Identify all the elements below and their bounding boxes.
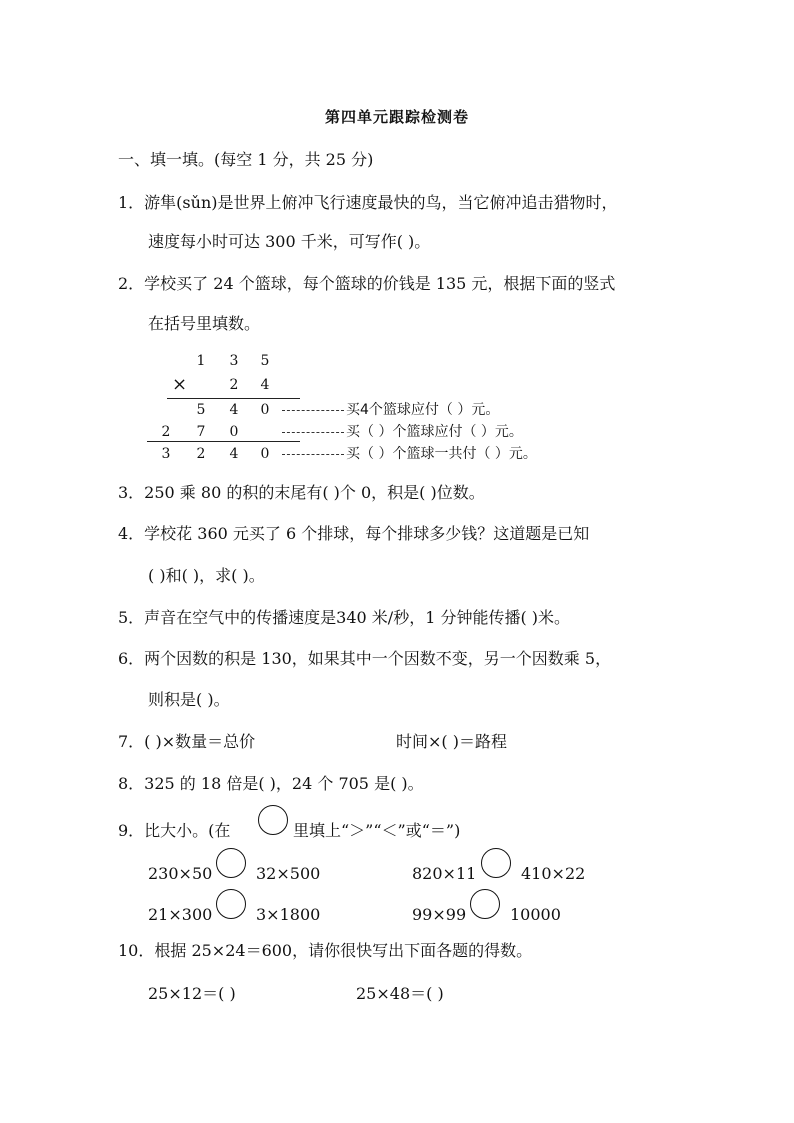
digit: 0: [260, 402, 270, 418]
digit: 4: [229, 402, 239, 418]
annotation-2: 买（ ）个篮球应付（ ）元。: [346, 424, 523, 440]
digit: 0: [260, 446, 270, 462]
compare-circle-2[interactable]: [481, 848, 511, 878]
leader-line: [282, 432, 344, 433]
digit: 0: [229, 424, 239, 440]
question-10-line-1: 10．根据 25×24＝600，请你很快写出下面各题的得数。: [118, 941, 533, 960]
compare-circle-4[interactable]: [470, 889, 500, 919]
question-4-line-1: 4．学校花 360 元买了 6 个排球，每个排球多少钱？这道题是已知: [118, 524, 590, 543]
question-9-prefix: 9．比大小。(在: [118, 821, 231, 840]
compare-left-2: 820×11: [412, 864, 477, 883]
compare-circle-3[interactable]: [216, 889, 246, 919]
leader-line: [282, 454, 344, 455]
digit: 2: [196, 446, 206, 462]
question-10-left: 25×12＝( ): [148, 984, 236, 1003]
question-1-line-1: 1．游隼(sǔn)是世界上俯冲飞行速度最快的鸟，当它俯冲追击猎物时，: [118, 193, 618, 212]
question-2-line-2: 在括号里填数。: [148, 314, 261, 333]
question-6-line-1: 6．两个因数的积是 130，如果其中一个因数不变，另一个因数乘 5，: [118, 649, 612, 668]
question-4-line-2: ( )和( )，求( )。: [148, 566, 265, 585]
digit: 4: [260, 377, 270, 393]
compare-left-4: 99×99: [412, 905, 467, 924]
page-title: 第四单元跟踪检测卷: [324, 108, 469, 126]
digit: 3: [161, 446, 171, 462]
question-8: 8．325 的 18 倍是( )，24 个 705 是( )。: [118, 774, 424, 793]
rule-line: [147, 441, 300, 442]
question-7-right: 时间×( )＝路程: [396, 732, 507, 751]
section-heading: 一、填一填。(每空 1 分，共 25 分): [118, 150, 374, 169]
question-6-line-2: 则积是( )。: [148, 690, 230, 709]
question-9-suffix: 里填上“＞”“＜”或“＝”): [293, 821, 461, 840]
digit: 5: [260, 353, 270, 369]
question-1-line-2: 速度每小时可达 300 千米，可写作( )。: [148, 232, 431, 251]
digit: 3: [229, 353, 239, 369]
annotation-3: 买（ ）个篮球一共付（ ）元。: [346, 446, 537, 462]
digit: 4: [229, 446, 239, 462]
compare-left-1: 230×50: [148, 864, 213, 883]
rule-line: [167, 398, 300, 399]
digit: 2: [161, 424, 171, 440]
compare-right-3: 3×1800: [256, 905, 321, 924]
compare-right-1: 32×500: [256, 864, 321, 883]
times-sign: ×: [172, 374, 188, 395]
annotation-1: 买4个篮球应付（ ）元。: [346, 402, 500, 418]
compare-right-2: 410×22: [521, 864, 586, 883]
digit: 2: [229, 377, 239, 393]
compare-circle-1[interactable]: [216, 848, 246, 878]
compare-circle-sample: [258, 805, 288, 835]
digit: 7: [196, 424, 206, 440]
leader-line: [282, 410, 344, 411]
question-10-right: 25×48＝( ): [356, 984, 444, 1003]
digit: 5: [196, 402, 206, 418]
compare-right-4: 10000: [510, 905, 561, 924]
question-3: 3．250 乘 80 的积的末尾有( )个 0，积是( )位数。: [118, 483, 485, 502]
compare-left-3: 21×300: [148, 905, 213, 924]
question-2-line-1: 2．学校买了 24 个篮球，每个篮球的价钱是 135 元，根据下面的竖式: [118, 274, 616, 293]
question-7-left: 7．( )×数量＝总价: [118, 732, 256, 751]
digit: 1: [196, 353, 206, 369]
question-5: 5．声音在空气中的传播速度是340 米/秒，1 分钟能传播( )米。: [118, 608, 571, 627]
